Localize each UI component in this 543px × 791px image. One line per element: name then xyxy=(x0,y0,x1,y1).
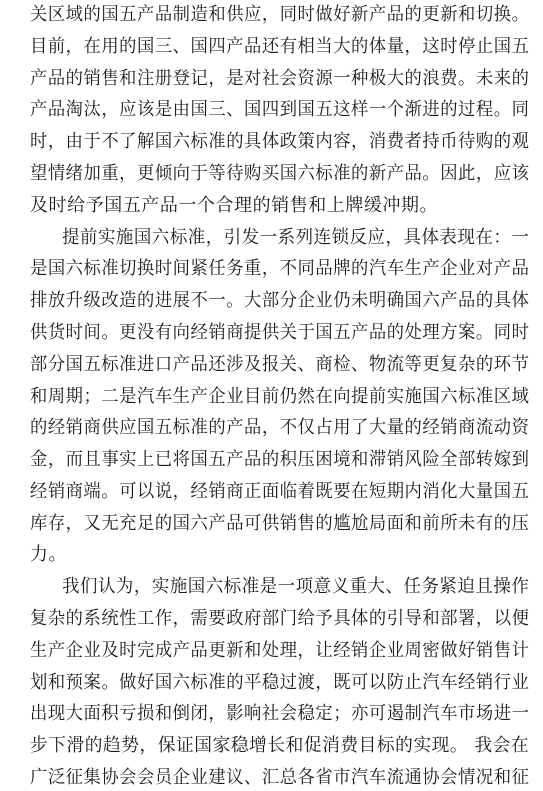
text-line: 时，由于不了解国六标准的具体政策内容，消费者持币待购的观 xyxy=(30,131,530,152)
text-line: 和周期；二是汽车生产企业目前仍然在向提前实施国六标准区域 xyxy=(30,386,530,407)
text-line: 望情绪加重，更倾向于等待购买国六标准的新产品。因此，应该 xyxy=(30,163,530,184)
text-line: 部分国五标准进口产品还涉及报关、商检、物流等更复杂的环节 xyxy=(30,354,530,375)
text-line: 金，而且事实上已将国五产品的积压困境和滞销风险全部转嫁到 xyxy=(30,449,530,470)
text-line: 划和预案。做好国六标准的平稳过渡，既可以防止汽车经销行业 xyxy=(30,672,530,693)
text-line: 生产企业及时完成产品更新和处理，让经销企业周密做好销售计 xyxy=(30,640,530,661)
text-line: 我们认为，实施国六标准是一项意义重大、任务紧迫且操作 xyxy=(62,576,530,597)
text-line: 步下滑的趋势，保证国家稳增长和促消费目标的实现。 我会在 xyxy=(30,735,530,756)
text-line: 出现大面积亏损和倒闭，影响社会稳定；亦可遏制汽车市场进一 xyxy=(30,703,530,724)
text-line: 目前，在用的国三、国四产品还有相当大的体量，这时停止国五 xyxy=(30,36,530,57)
text-line: 力。 xyxy=(30,544,68,565)
text-line: 复杂的系统性工作，需要政府部门给予具体的引导和部署，以便 xyxy=(30,608,530,629)
text-line: 经销商端。可以说，经销商正面临着既要在短期内消化大量国五 xyxy=(30,481,530,502)
text-line: 的经销商供应国五标准的产品，不仅占用了大量的经销商流动资 xyxy=(30,417,530,438)
text-line: 库存，又无充足的国六产品可供销售的尴尬局面和前所未有的压 xyxy=(30,513,530,534)
text-line: 提前实施国六标准，引发一系列连锁反应，具体表现在：一 xyxy=(62,227,530,248)
text-line: 产品淘汰，应该是由国三、国四到国五这样一个渐进的过程。同 xyxy=(30,99,530,120)
text-line: 关区域的国五产品制造和供应，同时做好新产品的更新和切换。 xyxy=(30,4,530,25)
text-line: 广泛征集协会会员企业建议、汇总各省市汽车流通协会情况和征 xyxy=(30,767,530,788)
text-line: 排放升级改造的进展不一。大部分企业仍未明确国六产品的具体 xyxy=(30,290,530,311)
text-line: 产品的销售和注册登记，是对社会资源一种极大的浪费。未来的 xyxy=(30,68,530,89)
text-line: 是国六标准切换时间紧任务重，不同品牌的汽车生产企业对产品 xyxy=(30,258,530,279)
text-line: 供货时间。更没有向经销商提供关于国五产品的处理方案。同时 xyxy=(30,322,530,343)
text-line: 及时给予国五产品一个合理的销售和上牌缓冲期。 xyxy=(30,195,439,216)
